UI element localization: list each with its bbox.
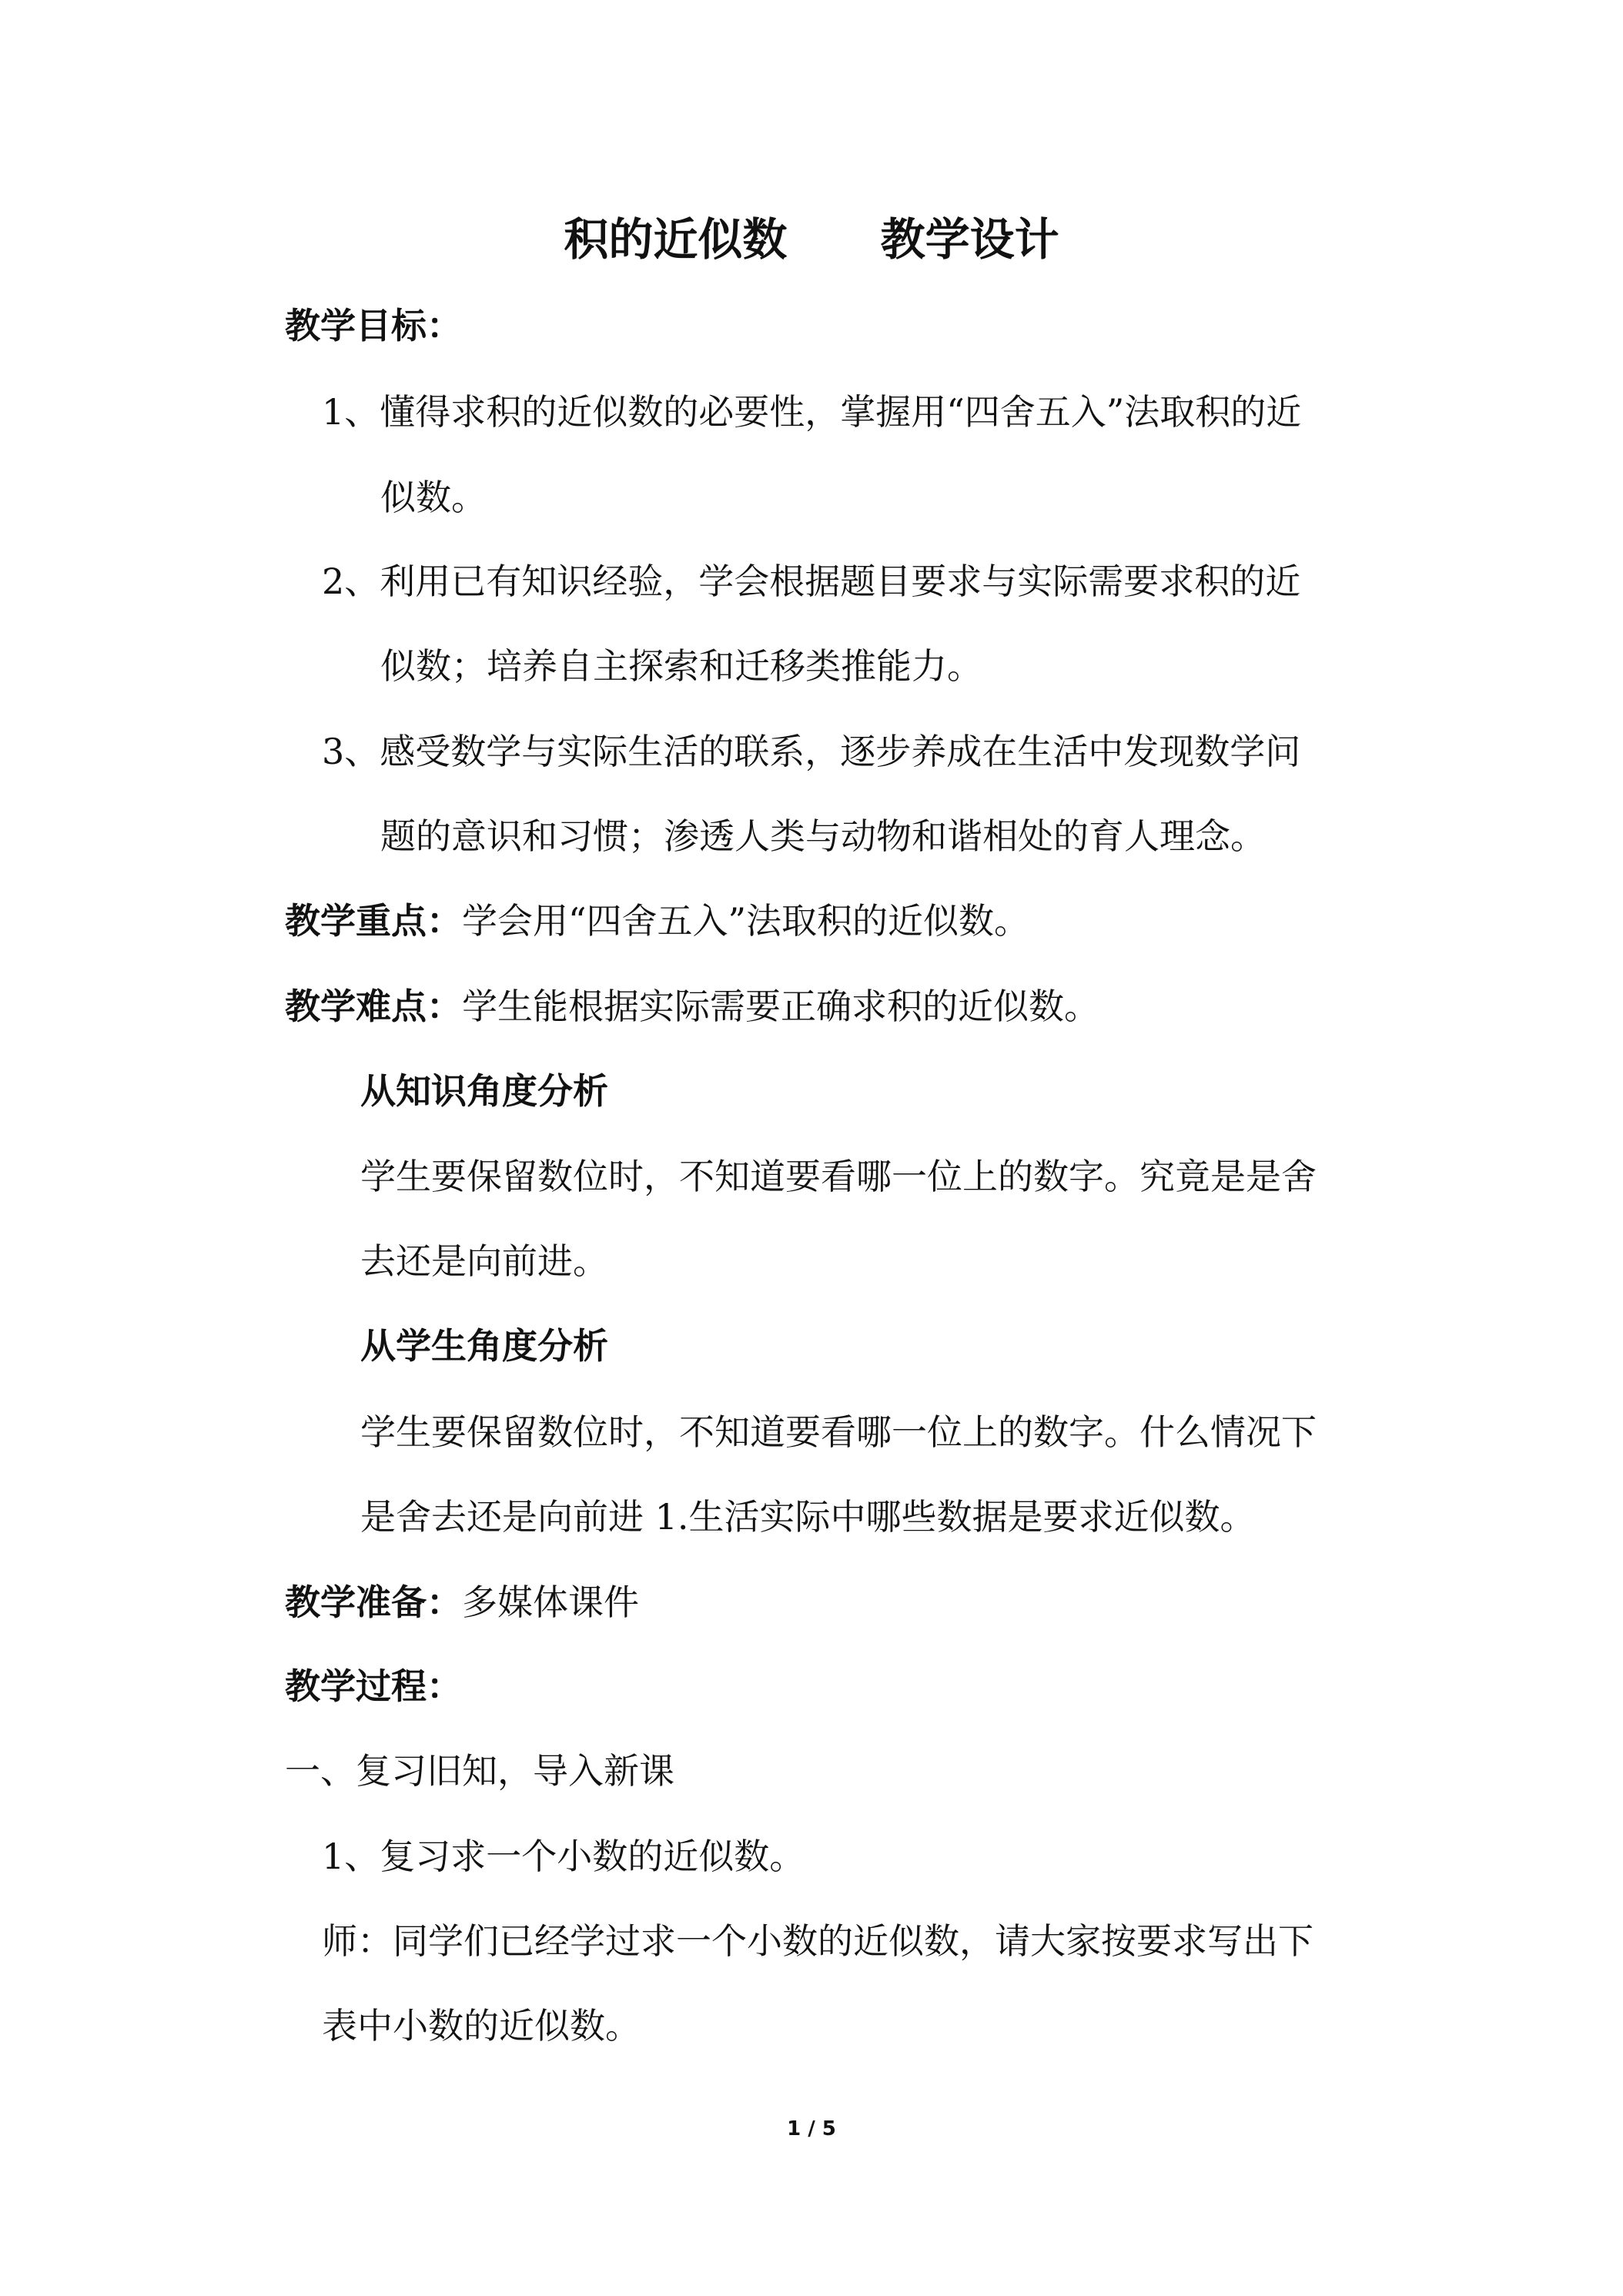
objective-1-line-1: 1、懂得求积的近似数的必要性，掌握用“四舍五入”法取积的近 xyxy=(322,391,1302,433)
difficulty-label: 教学难点： xyxy=(285,986,462,1027)
preparation-text: 多媒体课件 xyxy=(462,1581,639,1623)
process-section-1: 一、复习旧知，导入新课 xyxy=(285,1750,674,1792)
key-point-label: 教学重点： xyxy=(285,900,462,942)
key-point-text: 学会用“四舍五入”法取积的近似数。 xyxy=(462,900,1030,942)
difficulty-paragraph xyxy=(285,983,1099,1029)
preparation-label: 教学准备： xyxy=(285,1581,462,1623)
document-title: 积的近似数 教学设计 xyxy=(564,213,1059,266)
objective-1-line-2: 似数。 xyxy=(380,477,487,518)
key-point-paragraph xyxy=(285,898,1029,944)
knowledge-analysis-line-1: 学生要保留数位时，不知道要看哪一位上的数字。究竟是是舍 xyxy=(360,1156,1317,1197)
objective-2-line-2: 似数；培养自主探索和迁移类推能力。 xyxy=(380,645,982,687)
objective-3-line-2: 题的意识和习惯；渗透人类与动物和谐相处的育人理念。 xyxy=(380,815,1266,857)
student-analysis-line-1: 学生要保留数位时，不知道要看哪一位上的数字。什么情况下 xyxy=(360,1411,1317,1453)
knowledge-analysis-heading: 从知识角度分析 xyxy=(360,1070,608,1112)
objective-3-line-1: 3、感受数学与实际生活的联系，逐步养成在生活中发现数学问 xyxy=(322,731,1301,772)
page-number: 1 / 5 xyxy=(787,2117,836,2140)
teacher-line-1: 师：同学们已经学过求一个小数的近似数，请大家按要求写出下 xyxy=(322,1920,1313,1962)
process-heading: 教学过程： xyxy=(285,1665,462,1707)
preparation-paragraph xyxy=(285,1579,639,1625)
process-step-1: 1、复习求一个小数的近似数。 xyxy=(322,1836,805,1877)
objectives-heading: 教学目标： xyxy=(285,305,462,346)
student-analysis-heading: 从学生角度分析 xyxy=(360,1325,608,1367)
knowledge-analysis-line-2: 去还是向前进。 xyxy=(360,1240,608,1282)
difficulty-text: 学生能根据实际需要正确求积的近似数。 xyxy=(462,986,1099,1027)
student-analysis-line-2: 是舍去还是向前进 1.生活实际中哪些数据是要求近似数。 xyxy=(360,1496,1256,1538)
objective-2-line-1: 2、利用已有知识经验，学会根据题目要求与实际需要求积的近 xyxy=(322,561,1301,602)
teacher-line-2: 表中小数的近似数。 xyxy=(322,2005,641,2047)
